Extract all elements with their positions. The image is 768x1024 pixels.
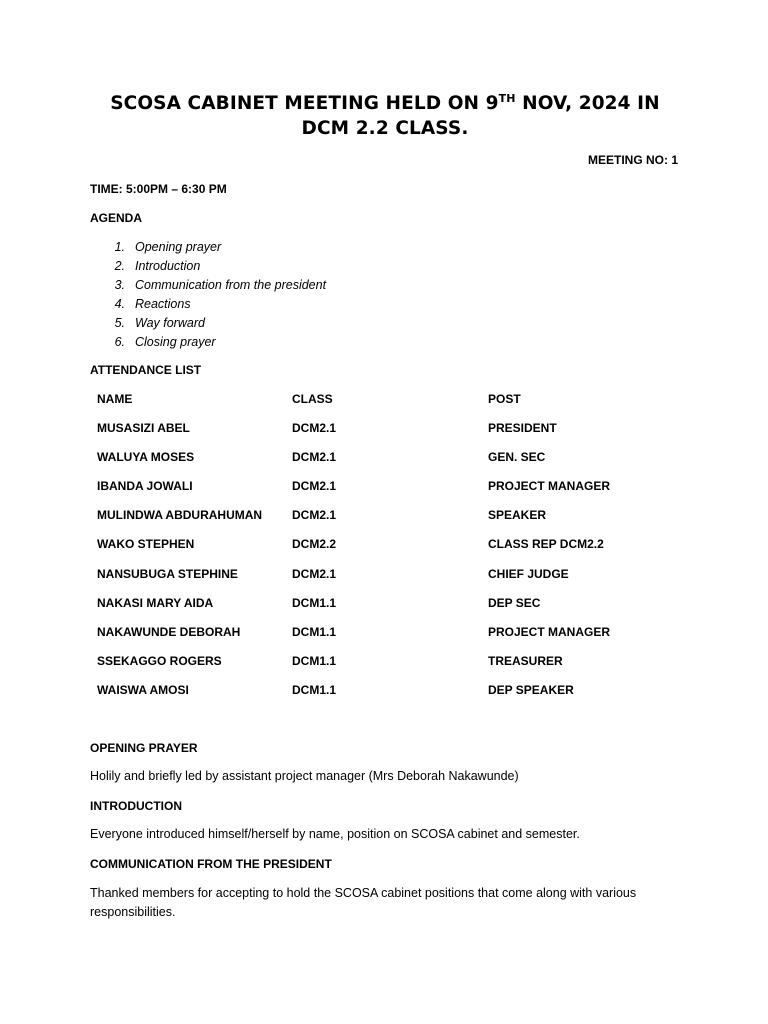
table-row xyxy=(97,624,678,653)
attendance-heading: ATTENDANCE LIST xyxy=(90,363,202,377)
member-name: SSEKAGGO ROGERS xyxy=(97,653,222,668)
title-line-1 xyxy=(90,91,680,116)
opening-prayer-text: Holily and briefly led by assistant project manager (Mrs Deborah Nakawunde) xyxy=(90,769,519,783)
member-post: CLASS REP DCM2.2 xyxy=(488,537,604,552)
member-post: PROJECT MANAGER xyxy=(488,479,611,494)
agenda-item-number: 2. xyxy=(114,259,125,273)
member-post: SPEAKER xyxy=(488,508,547,523)
agenda-item-number: 4. xyxy=(114,297,125,311)
agenda-item-text: Way forward xyxy=(135,316,205,330)
title-line-1-rest: NOV, 2024 IN xyxy=(515,93,660,114)
table-header-row xyxy=(97,391,678,420)
agenda-item-number: 6. xyxy=(114,335,125,349)
agenda-item-number: 1. xyxy=(114,240,125,254)
member-name: NAKASI MARY AIDA xyxy=(97,595,214,610)
table-row xyxy=(97,595,678,624)
member-post: PROJECT MANAGER xyxy=(488,624,611,639)
title-line-2: DCM 2.2 CLASS. xyxy=(301,118,469,139)
member-post: TREASURER xyxy=(488,653,563,668)
member-class: DCM1.1 xyxy=(292,682,337,697)
communication-heading: COMMUNICATION FROM THE PRESIDENT xyxy=(90,857,332,871)
agenda-item-text: Opening prayer xyxy=(135,240,222,254)
member-name: WALUYA MOSES xyxy=(97,450,195,465)
member-class: DCM2.1 xyxy=(292,450,337,465)
member-post: GEN. SEC xyxy=(488,450,546,465)
agenda-item-text: Closing prayer xyxy=(135,335,216,349)
member-post: DEP SEC xyxy=(488,595,541,610)
table-row xyxy=(97,653,678,682)
introduction-text: Everyone introduced himself/herself by name, position on SCOSA cabinet and semester. xyxy=(90,827,580,841)
member-class: DCM1.1 xyxy=(292,653,337,668)
agenda-item-text: Reactions xyxy=(135,297,191,311)
member-post: CHIEF JUDGE xyxy=(488,566,569,581)
member-name: NAKAWUNDE DEBORAH xyxy=(97,624,241,639)
member-name: WAKO STEPHEN xyxy=(97,537,195,552)
member-name: MULINDWA ABDURAHUMAN xyxy=(97,508,263,523)
column-header-name: NAME xyxy=(97,392,133,406)
member-class: DCM2.1 xyxy=(292,421,337,436)
agenda-item-number: 5. xyxy=(114,316,125,330)
member-name: NANSUBUGA STEPHINE xyxy=(97,566,238,581)
title-line-1-main: SCOSA CABINET MEETING HELD ON 9 xyxy=(110,93,499,114)
column-header-post: POST xyxy=(488,392,521,406)
member-class: DCM2.1 xyxy=(292,479,337,494)
agenda-heading: AGENDA xyxy=(90,211,143,225)
communication-text: Thanked members for accepting to hold the SCOSA cabinet positions that come along with various responsibilities. xyxy=(90,886,637,919)
meeting-time: TIME: 5:00PM – 6:30 PM xyxy=(90,182,227,196)
member-name: MUSASIZI ABEL xyxy=(97,421,190,436)
member-class: DCM1.1 xyxy=(292,595,337,610)
table-row xyxy=(97,420,678,449)
member-post: PRESIDENT xyxy=(488,421,557,436)
member-name: WAISWA AMOSI xyxy=(97,682,189,697)
member-name: IBANDA JOWALI xyxy=(97,479,193,494)
table-row xyxy=(97,507,678,536)
introduction-heading: INTRODUCTION xyxy=(90,799,182,813)
member-post: DEP SPEAKER xyxy=(488,682,574,697)
agenda-item-number: 3. xyxy=(114,278,125,292)
table-row xyxy=(97,449,678,478)
agenda-item-text: Communication from the president xyxy=(135,278,327,292)
table-row xyxy=(97,478,678,507)
member-class: DCM1.1 xyxy=(292,624,337,639)
title-superscript: TH xyxy=(498,92,516,105)
table-row xyxy=(97,566,678,595)
attendance-table xyxy=(97,391,678,711)
opening-prayer-heading: OPENING PRAYER xyxy=(90,741,198,755)
table-row xyxy=(97,536,678,565)
agenda-item-text: Introduction xyxy=(135,259,201,273)
document-title xyxy=(90,91,680,141)
member-class: DCM2.1 xyxy=(292,566,337,581)
member-class: DCM2.2 xyxy=(292,537,337,552)
table-row xyxy=(97,682,678,711)
meeting-number: MEETING NO: 1 xyxy=(587,153,678,167)
column-header-class: CLASS xyxy=(292,392,333,406)
member-class: DCM2.1 xyxy=(292,508,337,523)
